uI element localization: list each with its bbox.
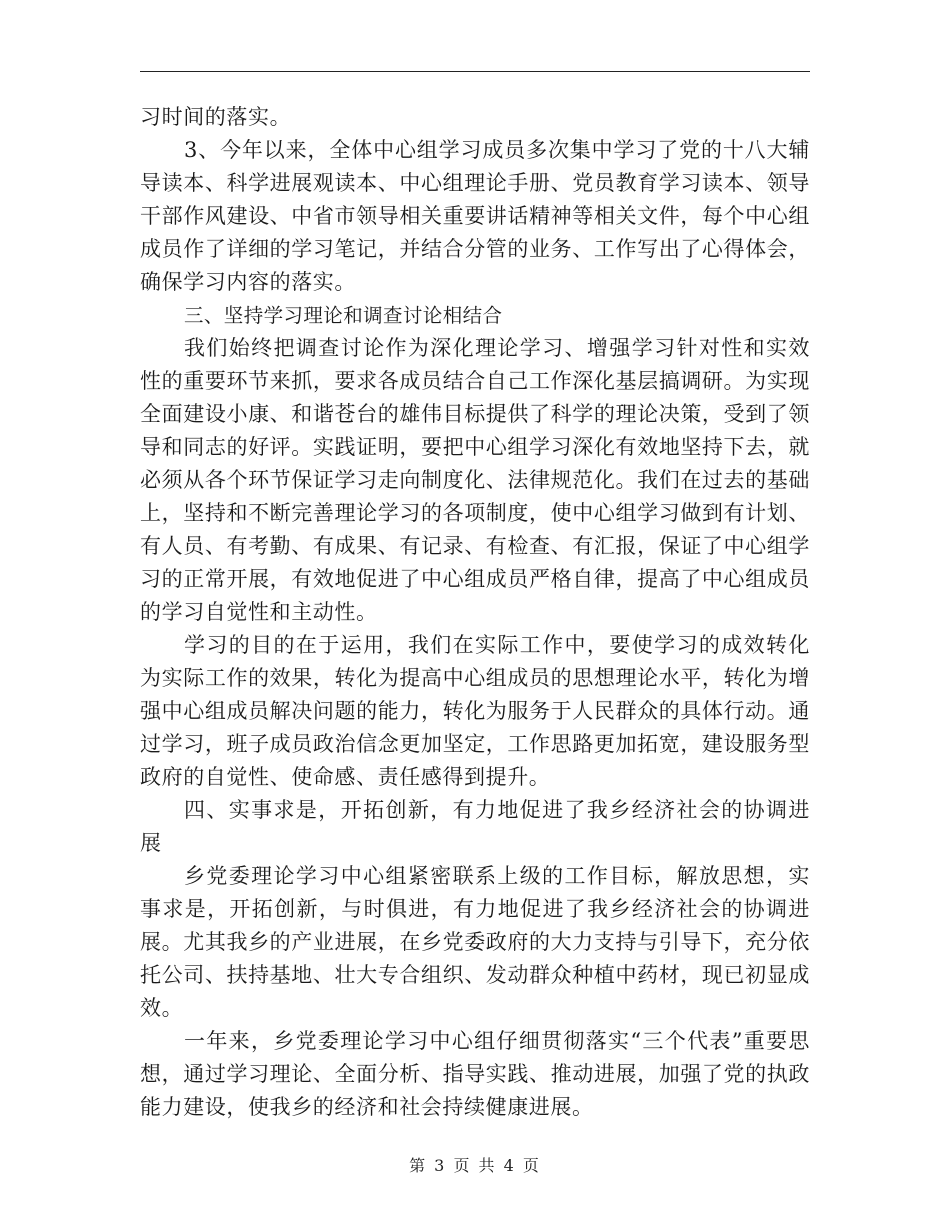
section-heading-3: 三、坚持学习理论和调查讨论相结合 — [184, 304, 503, 327]
section-heading-4: 四、实事求是，开拓创新，有力地促进了我乡经济社会的协调进展 — [140, 798, 810, 855]
paragraph-application: 学习的目的在于运用，我们在实际工作中，要使学习的成效转化为实际工作的效果，转化为提高中心组成员的思想理论水平，转化为增强中心组成员解决问题的能力，转化为服务于人民群众的具体行动。通过学习，班子成员政治信念更加坚定，工作思路更加拓宽，建设服务型政府的自觉性、使命感、责任感得到提升。 — [140, 633, 810, 789]
paragraph-innovation: 乡党委理论学习中心组紧密联系上级的工作目标，解放思想，实事求是，开拓创新，与时俱进，有力地促进了我乡经济社会的协调进展。尤其我乡的产业进展，在乡党委政府的大力支持与引导下，充分依托公司、扶持基地、壮大专合组织、发动群众种植中药材，现已初显成效。 — [140, 864, 810, 1020]
page-number-footer: 第 3 页 共 4 页 — [409, 1156, 541, 1175]
header-rule — [140, 71, 810, 72]
document-body — [140, 101, 810, 1124]
paragraph-continuation: 习时间的落实。 — [140, 105, 292, 129]
paragraph-summary: 一年来，乡党委理论学习中心组仔细贯彻落实“三个代表”重要思想，通过学习理论、全面分析、指导实践、推动进展，加强了党的执政能力建设，使我乡的经济和社会持续健康进展。 — [140, 1029, 810, 1119]
paragraph-study-materials: 3、今年以来，全体中心组学习成员多次集中学习了党的十八大辅导读本、科学进展观读本、中心组理论手册、党员教育学习读本、领导干部作风建设、中省市领导相关重要讲话精神等相关文件，每个中心组成员作了详细的学习笔记，并结合分管的业务、工作写出了心得体会，确保学习内容的落实。 — [140, 138, 810, 294]
paragraph-research: 我们始终把调查讨论作为深化理论学习、增强学习针对性和实效性的重要环节来抓，要求各成员结合自己工作深化基层搞调研。为实现全面建设小康、和谐苍台的雄伟目标提供了科学的理论决策，受到了领导和同志的好评。实践证明，要把中心组学习深化有效地坚持下去，就必须从各个环节保证学习走向制度化、法律规范化。我们在过去的基础上，坚持和不断完善理论学习的各项制度，使中心组学习做到有计划、有人员、有考勤、有成果、有记录、有检查、有汇报，保证了中心组学习的正常开展，有效地促进了中心组成员严格自律，提高了中心组成员的学习自觉性和主动性。 — [140, 336, 810, 624]
